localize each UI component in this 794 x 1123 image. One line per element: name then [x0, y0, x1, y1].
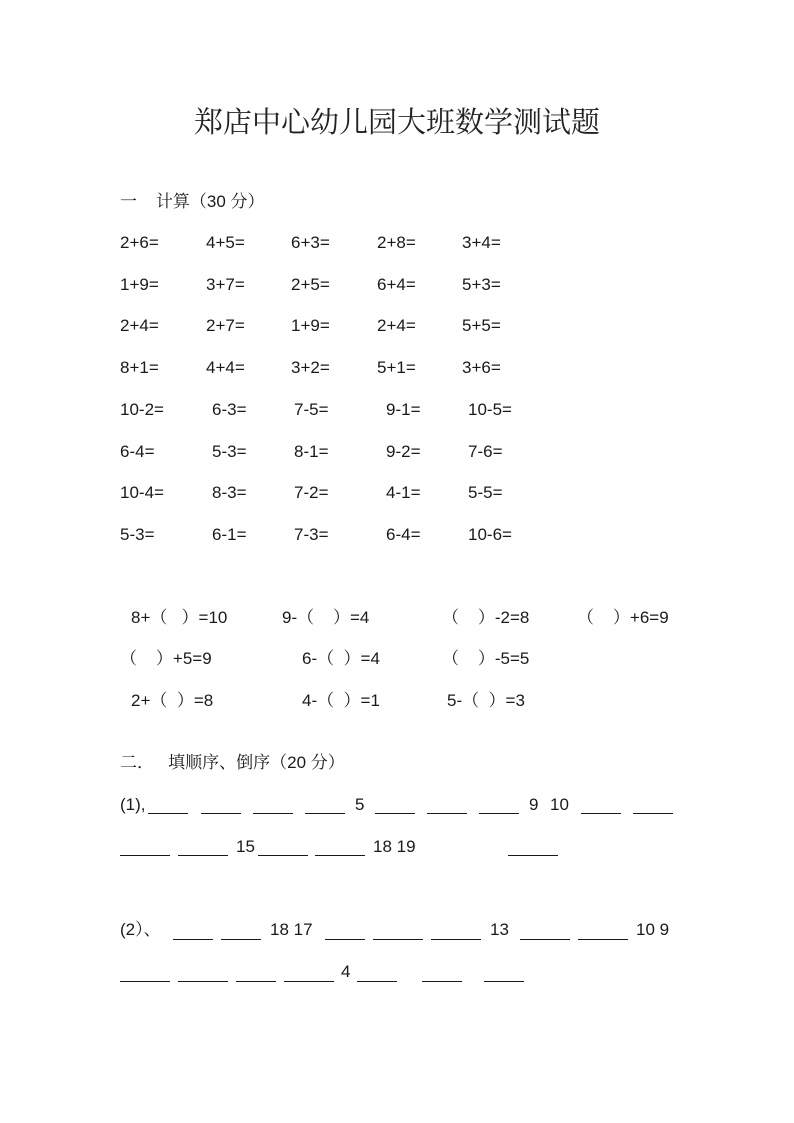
equation: 6+3= [291, 233, 330, 252]
equation: 10-2= [120, 400, 164, 419]
equation: 3+2= [291, 358, 330, 377]
equation: 6-3= [212, 400, 247, 419]
equation: 5-3= [212, 442, 247, 461]
answer-blank[interactable] [178, 855, 228, 856]
equation: 6+4= [377, 275, 416, 294]
answer-blank[interactable] [173, 939, 213, 940]
equation: 5+3= [462, 275, 501, 294]
equation: 2+4= [377, 316, 416, 335]
fill-item: 5-（ ）=3 [447, 691, 525, 710]
fill-item: （ ）+6=9 [577, 608, 669, 627]
equation: 1+9= [120, 275, 159, 294]
equation: 7-5= [294, 400, 329, 419]
sequence-number: 10 9 [636, 920, 670, 939]
answer-blank[interactable] [148, 813, 188, 814]
answer-blank[interactable] [422, 981, 462, 982]
fill-item: （ ）-5=5 [442, 649, 530, 668]
answer-blank[interactable] [431, 939, 481, 940]
answer-blank[interactable] [633, 813, 673, 814]
answer-blank[interactable] [178, 981, 228, 982]
answer-blank[interactable] [581, 813, 621, 814]
equation: 8-3= [212, 483, 247, 502]
equation: 3+6= [462, 358, 501, 377]
sequence-1-prefix: (1), [120, 795, 146, 814]
answer-blank[interactable] [373, 939, 423, 940]
answer-blank[interactable] [427, 813, 467, 814]
answer-blank[interactable] [120, 855, 170, 856]
answer-blank[interactable] [284, 981, 334, 982]
equation: 6-4= [120, 442, 155, 461]
equation: 2+7= [206, 316, 245, 335]
answer-blank[interactable] [221, 939, 261, 940]
fill-item: 8+（ ）=10 [131, 608, 228, 627]
equation: 2+8= [377, 233, 416, 252]
equation: 7-3= [294, 525, 329, 544]
answer-blank[interactable] [375, 813, 415, 814]
page-title: 郑店中心幼儿园大班数学测试题 [193, 105, 600, 139]
answer-blank[interactable] [520, 939, 570, 940]
equation: 9-1= [386, 400, 421, 419]
answer-blank[interactable] [325, 939, 365, 940]
fill-item: （ ）+5=9 [120, 649, 212, 668]
equation: 5-3= [120, 525, 155, 544]
equation: 2+4= [120, 316, 159, 335]
answer-blank[interactable] [305, 813, 345, 814]
answer-blank[interactable] [236, 981, 276, 982]
sequence-number: 4 [341, 962, 351, 981]
equation: 5-5= [468, 483, 503, 502]
equation: 2+6= [120, 233, 159, 252]
equation: 6-4= [386, 525, 421, 544]
fill-item: 4-（ ）=1 [302, 691, 380, 710]
answer-blank[interactable] [315, 855, 365, 856]
sequence-2-prefix: (2）、 [120, 920, 161, 939]
equation: 1+9= [291, 316, 330, 335]
equation: 4+5= [206, 233, 245, 252]
sequence-number: 13 [490, 920, 509, 939]
equation: 5+5= [462, 316, 501, 335]
answer-blank[interactable] [578, 939, 628, 940]
equation: 4+4= [206, 358, 245, 377]
equation: 2+5= [291, 275, 330, 294]
answer-blank[interactable] [258, 855, 308, 856]
section-1-heading: 一 计算（30 分） [120, 192, 265, 211]
sequence-number: 10 [550, 795, 569, 814]
fill-item: 9-（ ）=4 [282, 608, 370, 627]
sequence-number: 5 [355, 795, 365, 814]
sequence-number: 18 19 [373, 837, 416, 856]
fill-item: （ ）-2=8 [442, 608, 530, 627]
answer-blank[interactable] [484, 981, 524, 982]
equation: 6-1= [212, 525, 247, 544]
equation: 3+7= [206, 275, 245, 294]
answer-blank[interactable] [120, 981, 170, 982]
answer-blank[interactable] [201, 813, 241, 814]
equation: 3+4= [462, 233, 501, 252]
equation: 7-6= [468, 442, 503, 461]
sequence-number: 18 17 [270, 920, 313, 939]
equation: 7-2= [294, 483, 329, 502]
equation: 10-5= [468, 400, 512, 419]
equation: 4-1= [386, 483, 421, 502]
answer-blank[interactable] [508, 855, 558, 856]
equation: 10-6= [468, 525, 512, 544]
fill-item: 2+（ ）=8 [131, 691, 214, 710]
section-2-heading: 二． 填顺序、倒序（20 分） [120, 753, 345, 772]
equation: 9-2= [386, 442, 421, 461]
equation: 5+1= [377, 358, 416, 377]
sequence-number: 15 [236, 837, 255, 856]
equation: 10-4= [120, 483, 164, 502]
sequence-number: 9 [529, 795, 539, 814]
answer-blank[interactable] [357, 981, 397, 982]
answer-blank[interactable] [253, 813, 293, 814]
equation: 8-1= [294, 442, 329, 461]
fill-item: 6-（ ）=4 [302, 649, 380, 668]
equation: 8+1= [120, 358, 159, 377]
answer-blank[interactable] [479, 813, 519, 814]
